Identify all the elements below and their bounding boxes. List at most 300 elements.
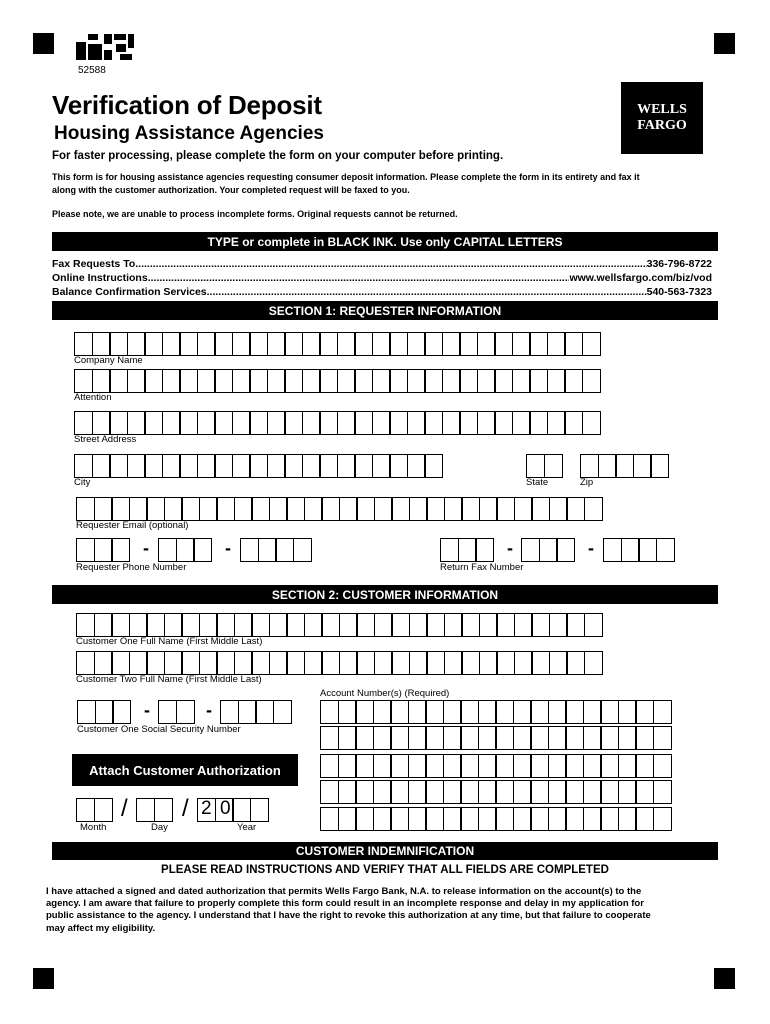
- char-box[interactable]: [286, 651, 305, 675]
- char-box[interactable]: [197, 411, 216, 435]
- char-box[interactable]: [477, 411, 496, 435]
- char-box[interactable]: [238, 700, 257, 724]
- char-box[interactable]: [319, 454, 338, 478]
- char-box[interactable]: [250, 798, 269, 822]
- char-box[interactable]: [408, 700, 427, 724]
- char-box[interactable]: [408, 754, 427, 778]
- char-box[interactable]: [544, 454, 563, 478]
- char-box[interactable]: [76, 497, 95, 521]
- char-box[interactable]: [74, 454, 93, 478]
- char-box[interactable]: [232, 798, 251, 822]
- char-box[interactable]: [267, 411, 286, 435]
- char-box[interactable]: [355, 726, 374, 750]
- char-box[interactable]: [478, 754, 497, 778]
- char-box[interactable]: [354, 411, 373, 435]
- char-box[interactable]: [179, 411, 198, 435]
- char-box[interactable]: [92, 454, 111, 478]
- char-box[interactable]: [650, 454, 669, 478]
- char-box[interactable]: [338, 807, 357, 831]
- char-box[interactable]: [477, 332, 496, 356]
- char-box[interactable]: [197, 369, 216, 393]
- ssn-group-boxes[interactable]: [158, 700, 193, 724]
- account-number-boxes-3[interactable]: [320, 754, 670, 778]
- char-box[interactable]: [583, 700, 602, 724]
- char-box[interactable]: [598, 454, 617, 478]
- char-box[interactable]: [425, 780, 444, 804]
- char-box[interactable]: [514, 497, 533, 521]
- char-box[interactable]: [565, 754, 584, 778]
- char-box[interactable]: [635, 726, 654, 750]
- char-box[interactable]: [109, 369, 128, 393]
- char-box[interactable]: [181, 613, 200, 637]
- char-box[interactable]: [494, 411, 513, 435]
- char-box[interactable]: [129, 651, 148, 675]
- char-box[interactable]: [390, 700, 409, 724]
- char-box[interactable]: [356, 613, 375, 637]
- char-box[interactable]: [566, 497, 585, 521]
- customer-one-name-boxes[interactable]: [76, 613, 601, 637]
- day-boxes[interactable]: [136, 798, 171, 822]
- char-box[interactable]: [530, 754, 549, 778]
- char-box[interactable]: [635, 780, 654, 804]
- char-box[interactable]: [127, 454, 146, 478]
- char-box[interactable]: [129, 613, 148, 637]
- char-box[interactable]: [442, 332, 461, 356]
- char-box[interactable]: [356, 651, 375, 675]
- char-box[interactable]: [109, 454, 128, 478]
- char-box[interactable]: [179, 369, 198, 393]
- char-box[interactable]: [302, 454, 321, 478]
- char-box[interactable]: [442, 369, 461, 393]
- char-box[interactable]: [548, 726, 567, 750]
- char-box[interactable]: [495, 700, 514, 724]
- char-box[interactable]: [293, 538, 312, 562]
- char-box[interactable]: [355, 780, 374, 804]
- char-box[interactable]: [320, 726, 339, 750]
- char-box[interactable]: [496, 613, 515, 637]
- char-box[interactable]: [162, 454, 181, 478]
- char-box[interactable]: [461, 497, 480, 521]
- char-box[interactable]: [530, 726, 549, 750]
- char-box[interactable]: [154, 798, 173, 822]
- char-box[interactable]: [513, 726, 532, 750]
- char-box[interactable]: [513, 700, 532, 724]
- char-box[interactable]: [372, 332, 391, 356]
- char-box[interactable]: [338, 754, 357, 778]
- char-box[interactable]: [214, 332, 233, 356]
- char-box[interactable]: [444, 613, 463, 637]
- char-box[interactable]: [424, 332, 443, 356]
- char-box[interactable]: [458, 538, 477, 562]
- char-box[interactable]: [408, 780, 427, 804]
- char-box[interactable]: [389, 332, 408, 356]
- char-box[interactable]: [320, 700, 339, 724]
- char-box[interactable]: [653, 754, 672, 778]
- fax-prefix-boxes[interactable]: [521, 538, 574, 562]
- char-box[interactable]: [529, 411, 548, 435]
- char-box[interactable]: [424, 369, 443, 393]
- state-boxes[interactable]: [526, 454, 561, 478]
- char-box[interactable]: [146, 497, 165, 521]
- char-box[interactable]: [390, 754, 409, 778]
- char-box[interactable]: [249, 369, 268, 393]
- char-box[interactable]: [531, 613, 550, 637]
- char-box[interactable]: [425, 700, 444, 724]
- char-box[interactable]: [582, 369, 601, 393]
- char-box[interactable]: [653, 700, 672, 724]
- char-box[interactable]: [514, 651, 533, 675]
- char-box[interactable]: [111, 538, 130, 562]
- char-box[interactable]: [181, 497, 200, 521]
- char-box[interactable]: [479, 651, 498, 675]
- char-box[interactable]: [216, 497, 235, 521]
- char-box[interactable]: [408, 726, 427, 750]
- char-box[interactable]: [584, 497, 603, 521]
- char-box[interactable]: [460, 807, 479, 831]
- char-box[interactable]: [234, 651, 253, 675]
- char-box[interactable]: [635, 807, 654, 831]
- char-box[interactable]: [582, 332, 601, 356]
- char-box[interactable]: [158, 538, 177, 562]
- char-box[interactable]: [409, 497, 428, 521]
- char-box[interactable]: [549, 613, 568, 637]
- char-box[interactable]: [424, 411, 443, 435]
- char-box[interactable]: [320, 780, 339, 804]
- char-box[interactable]: [249, 411, 268, 435]
- char-box[interactable]: [390, 780, 409, 804]
- char-box[interactable]: [583, 807, 602, 831]
- char-box[interactable]: [478, 700, 497, 724]
- char-box[interactable]: [127, 411, 146, 435]
- char-box[interactable]: [284, 332, 303, 356]
- char-box[interactable]: [321, 651, 340, 675]
- char-box[interactable]: [372, 369, 391, 393]
- char-box[interactable]: [442, 411, 461, 435]
- char-box[interactable]: [92, 369, 111, 393]
- city-boxes[interactable]: [74, 454, 442, 478]
- char-box[interactable]: [355, 807, 374, 831]
- char-box[interactable]: [444, 651, 463, 675]
- char-box[interactable]: [214, 369, 233, 393]
- char-box[interactable]: [565, 780, 584, 804]
- char-box[interactable]: [76, 538, 95, 562]
- char-box[interactable]: [653, 780, 672, 804]
- char-box[interactable]: [391, 651, 410, 675]
- char-box[interactable]: [407, 411, 426, 435]
- char-box[interactable]: [193, 538, 212, 562]
- char-box[interactable]: [459, 369, 478, 393]
- char-box[interactable]: [355, 700, 374, 724]
- char-box[interactable]: [339, 613, 358, 637]
- char-box[interactable]: [76, 613, 95, 637]
- char-box[interactable]: [232, 411, 251, 435]
- char-box[interactable]: [495, 807, 514, 831]
- char-box[interactable]: [338, 780, 357, 804]
- char-box[interactable]: [407, 369, 426, 393]
- char-box[interactable]: [478, 726, 497, 750]
- account-number-boxes-4[interactable]: [320, 780, 670, 804]
- char-box[interactable]: [653, 726, 672, 750]
- char-box[interactable]: [390, 726, 409, 750]
- char-box[interactable]: [530, 780, 549, 804]
- char-box[interactable]: [94, 497, 113, 521]
- char-box[interactable]: [600, 726, 619, 750]
- char-box[interactable]: [479, 613, 498, 637]
- char-box[interactable]: [92, 411, 111, 435]
- char-box[interactable]: [391, 497, 410, 521]
- char-box[interactable]: [389, 454, 408, 478]
- char-box[interactable]: [583, 754, 602, 778]
- char-box[interactable]: [74, 369, 93, 393]
- char-box[interactable]: [409, 613, 428, 637]
- char-box[interactable]: [214, 454, 233, 478]
- char-box[interactable]: [338, 700, 357, 724]
- char-box[interactable]: [618, 807, 637, 831]
- char-box[interactable]: [356, 497, 375, 521]
- char-box[interactable]: [549, 651, 568, 675]
- char-box[interactable]: [512, 411, 531, 435]
- char-box[interactable]: [199, 651, 218, 675]
- char-box[interactable]: [284, 411, 303, 435]
- char-box[interactable]: [495, 726, 514, 750]
- char-box[interactable]: [618, 726, 637, 750]
- char-box[interactable]: [111, 497, 130, 521]
- char-box[interactable]: [355, 754, 374, 778]
- char-box[interactable]: [565, 807, 584, 831]
- char-box[interactable]: [459, 411, 478, 435]
- char-box[interactable]: [302, 332, 321, 356]
- char-box[interactable]: [216, 613, 235, 637]
- char-box[interactable]: [408, 807, 427, 831]
- ssn-area-boxes[interactable]: [77, 700, 130, 724]
- char-box[interactable]: [112, 700, 131, 724]
- char-box[interactable]: [234, 613, 253, 637]
- char-box[interactable]: [269, 613, 288, 637]
- char-box[interactable]: [539, 538, 558, 562]
- char-box[interactable]: [600, 700, 619, 724]
- char-box[interactable]: [255, 700, 274, 724]
- char-box[interactable]: [234, 497, 253, 521]
- char-box[interactable]: [460, 726, 479, 750]
- char-box[interactable]: [109, 332, 128, 356]
- char-box[interactable]: [531, 651, 550, 675]
- char-box[interactable]: [338, 726, 357, 750]
- char-box[interactable]: [615, 454, 634, 478]
- char-box[interactable]: [424, 454, 443, 478]
- char-box[interactable]: [460, 754, 479, 778]
- char-box[interactable]: [564, 411, 583, 435]
- char-box[interactable]: [320, 754, 339, 778]
- char-box[interactable]: [496, 497, 515, 521]
- char-box[interactable]: [566, 613, 585, 637]
- char-box[interactable]: [321, 497, 340, 521]
- char-box[interactable]: [548, 754, 567, 778]
- char-box[interactable]: [144, 332, 163, 356]
- char-box[interactable]: [621, 538, 640, 562]
- char-box[interactable]: [179, 454, 198, 478]
- char-box[interactable]: [197, 332, 216, 356]
- char-box[interactable]: [240, 538, 259, 562]
- char-box[interactable]: [144, 369, 163, 393]
- char-box[interactable]: [479, 497, 498, 521]
- char-box[interactable]: [251, 651, 270, 675]
- char-box[interactable]: [407, 454, 426, 478]
- char-box[interactable]: [443, 807, 462, 831]
- char-box[interactable]: [232, 332, 251, 356]
- char-box[interactable]: [548, 780, 567, 804]
- char-box[interactable]: [460, 700, 479, 724]
- char-box[interactable]: [496, 651, 515, 675]
- char-box[interactable]: [530, 700, 549, 724]
- char-box[interactable]: [284, 454, 303, 478]
- char-box[interactable]: [425, 807, 444, 831]
- char-box[interactable]: [618, 754, 637, 778]
- char-box[interactable]: [373, 726, 392, 750]
- char-box[interactable]: [564, 332, 583, 356]
- char-box[interactable]: [158, 700, 177, 724]
- char-box[interactable]: [531, 497, 550, 521]
- char-box[interactable]: [512, 332, 531, 356]
- phone-prefix-boxes[interactable]: [158, 538, 211, 562]
- char-box[interactable]: [495, 754, 514, 778]
- char-box[interactable]: [304, 497, 323, 521]
- char-box[interactable]: [144, 454, 163, 478]
- char-box[interactable]: [74, 332, 93, 356]
- char-box[interactable]: [478, 780, 497, 804]
- month-boxes[interactable]: [76, 798, 111, 822]
- attach-customer-authorization-button[interactable]: Attach Customer Authorization: [72, 754, 298, 786]
- char-box[interactable]: [302, 369, 321, 393]
- char-box[interactable]: [111, 651, 130, 675]
- char-box[interactable]: [443, 780, 462, 804]
- char-box[interactable]: [76, 798, 95, 822]
- char-box[interactable]: [409, 651, 428, 675]
- char-box[interactable]: [529, 369, 548, 393]
- char-box[interactable]: [321, 613, 340, 637]
- char-box[interactable]: [220, 700, 239, 724]
- char-box[interactable]: [600, 780, 619, 804]
- char-box[interactable]: [566, 651, 585, 675]
- char-box[interactable]: [164, 651, 183, 675]
- char-box[interactable]: [94, 798, 113, 822]
- char-box[interactable]: [320, 807, 339, 831]
- char-box[interactable]: [92, 332, 111, 356]
- char-box[interactable]: [267, 369, 286, 393]
- char-box[interactable]: [284, 369, 303, 393]
- char-box[interactable]: [389, 369, 408, 393]
- char-box[interactable]: [526, 454, 545, 478]
- char-box[interactable]: [319, 369, 338, 393]
- char-box[interactable]: [249, 454, 268, 478]
- char-box[interactable]: [425, 754, 444, 778]
- zip-boxes[interactable]: [580, 454, 668, 478]
- char-box[interactable]: [258, 538, 277, 562]
- char-box[interactable]: [214, 411, 233, 435]
- char-box[interactable]: [565, 700, 584, 724]
- char-box[interactable]: [653, 807, 672, 831]
- char-box[interactable]: [391, 613, 410, 637]
- char-box[interactable]: [513, 807, 532, 831]
- char-box[interactable]: [176, 700, 195, 724]
- char-box[interactable]: [443, 700, 462, 724]
- char-box[interactable]: [425, 726, 444, 750]
- char-box[interactable]: [656, 538, 675, 562]
- char-box[interactable]: [144, 411, 163, 435]
- customer-two-name-boxes[interactable]: [76, 651, 601, 675]
- char-box[interactable]: [179, 332, 198, 356]
- char-box[interactable]: [176, 538, 195, 562]
- char-box[interactable]: [94, 538, 113, 562]
- ssn-serial-boxes[interactable]: [220, 700, 290, 724]
- char-box[interactable]: [600, 807, 619, 831]
- char-box[interactable]: [373, 807, 392, 831]
- char-box[interactable]: [111, 613, 130, 637]
- attention-boxes[interactable]: [74, 369, 599, 393]
- char-box[interactable]: [337, 454, 356, 478]
- char-box[interactable]: [199, 613, 218, 637]
- char-box[interactable]: [164, 613, 183, 637]
- char-box[interactable]: [94, 613, 113, 637]
- char-box[interactable]: [548, 700, 567, 724]
- char-box[interactable]: [389, 411, 408, 435]
- char-box[interactable]: [146, 651, 165, 675]
- char-box[interactable]: [127, 332, 146, 356]
- phone-area-boxes[interactable]: [76, 538, 129, 562]
- char-box[interactable]: [286, 497, 305, 521]
- char-box[interactable]: [461, 651, 480, 675]
- char-box[interactable]: [319, 332, 338, 356]
- char-box[interactable]: [339, 497, 358, 521]
- char-box[interactable]: [232, 454, 251, 478]
- char-box[interactable]: [618, 700, 637, 724]
- char-box[interactable]: [273, 700, 292, 724]
- char-box[interactable]: [600, 754, 619, 778]
- char-box[interactable]: [267, 454, 286, 478]
- char-box[interactable]: [162, 332, 181, 356]
- char-box[interactable]: [249, 332, 268, 356]
- char-box[interactable]: [495, 780, 514, 804]
- char-box[interactable]: [582, 411, 601, 435]
- char-box[interactable]: [638, 538, 657, 562]
- char-box[interactable]: [494, 369, 513, 393]
- char-box[interactable]: [530, 807, 549, 831]
- char-box[interactable]: [267, 332, 286, 356]
- char-box[interactable]: [269, 651, 288, 675]
- char-box[interactable]: [635, 754, 654, 778]
- char-box[interactable]: [548, 807, 567, 831]
- street-address-boxes[interactable]: [74, 411, 599, 435]
- char-box[interactable]: [251, 497, 270, 521]
- account-number-boxes-1[interactable]: [320, 700, 670, 724]
- char-box[interactable]: [584, 613, 603, 637]
- char-box[interactable]: [275, 538, 294, 562]
- char-box[interactable]: [372, 454, 391, 478]
- char-box[interactable]: [580, 454, 599, 478]
- char-box[interactable]: [373, 700, 392, 724]
- char-box[interactable]: [443, 726, 462, 750]
- char-box[interactable]: [521, 538, 540, 562]
- char-box[interactable]: [565, 726, 584, 750]
- char-box[interactable]: [426, 651, 445, 675]
- char-box[interactable]: [354, 369, 373, 393]
- char-box[interactable]: [374, 651, 393, 675]
- fax-area-boxes[interactable]: [440, 538, 493, 562]
- char-box[interactable]: [459, 332, 478, 356]
- char-box[interactable]: [354, 332, 373, 356]
- company-name-boxes[interactable]: [74, 332, 599, 356]
- char-box[interactable]: [583, 726, 602, 750]
- account-number-boxes-5[interactable]: [320, 807, 670, 831]
